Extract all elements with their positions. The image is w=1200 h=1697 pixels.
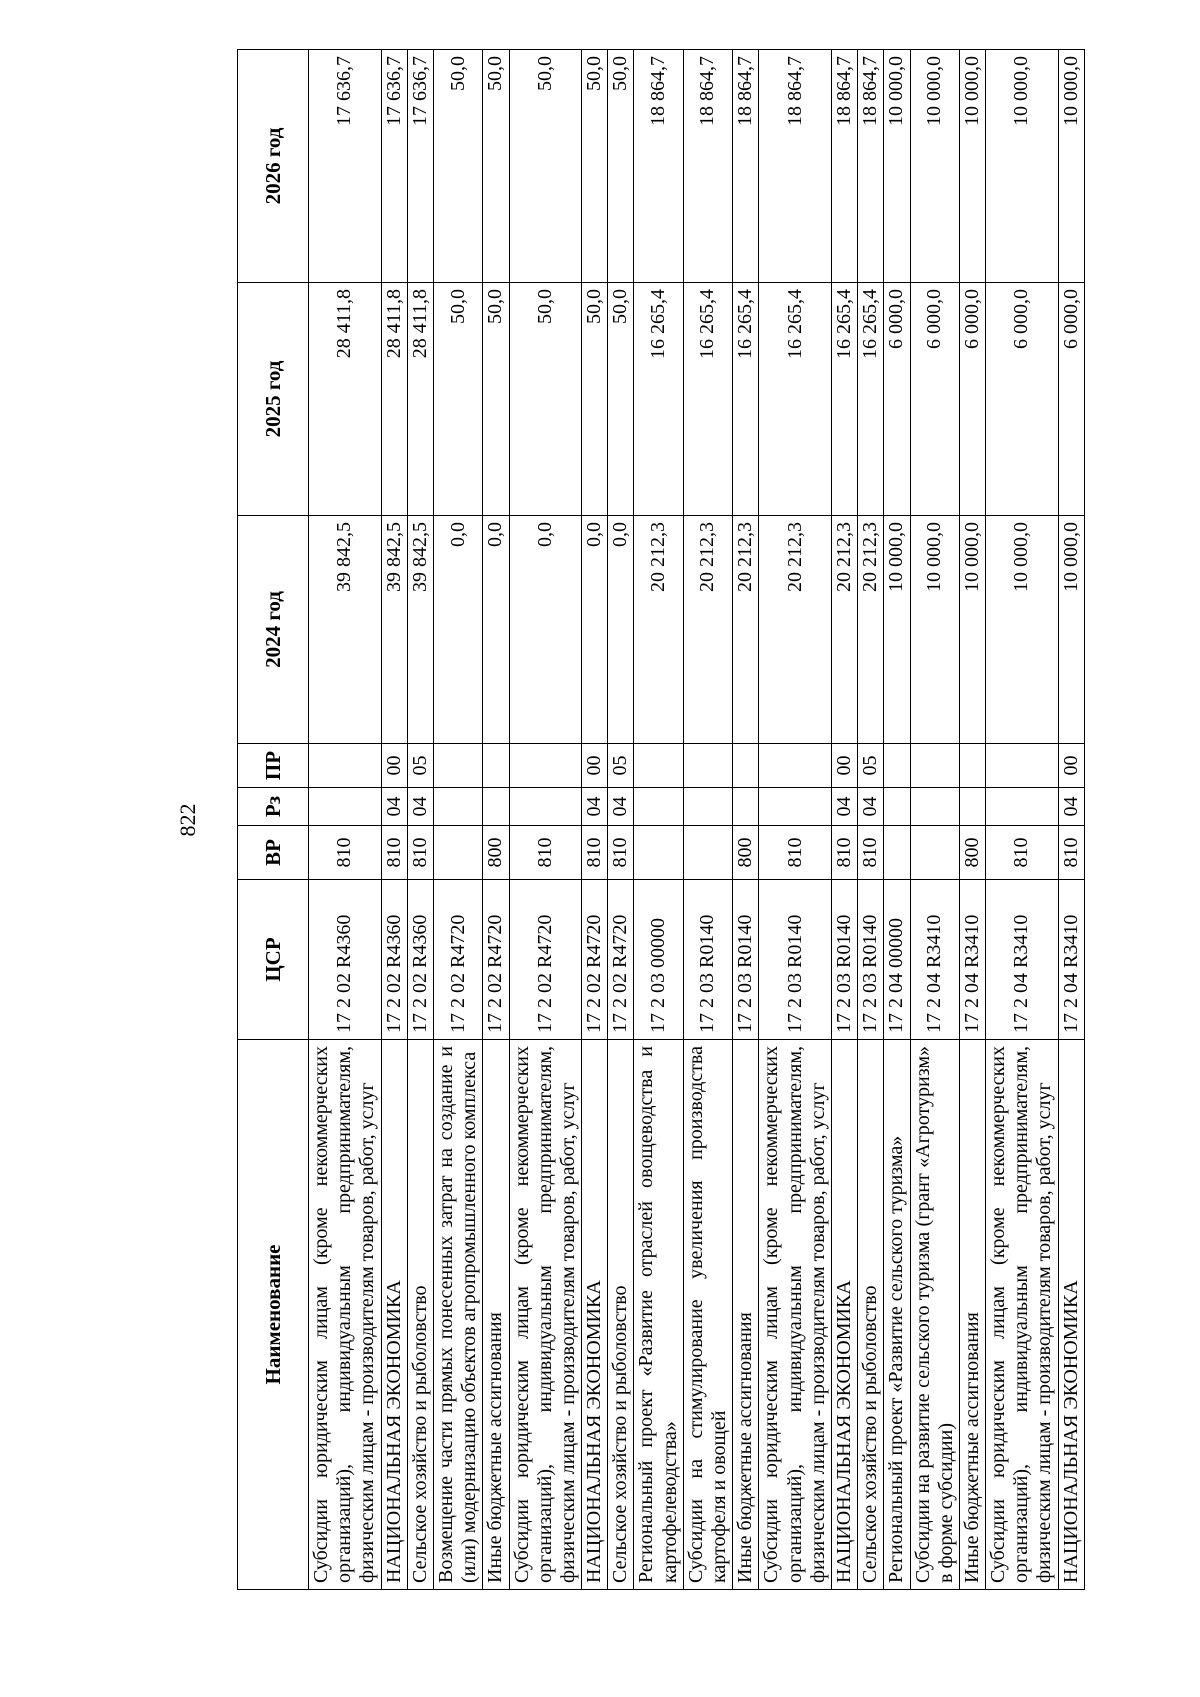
cell-vr: 800: [483, 826, 509, 880]
cell-2024: 20 212,3: [733, 516, 759, 744]
cell-2025: 6 000,0: [910, 283, 959, 516]
cell-2026: 18 864,7: [759, 50, 832, 283]
table-row: [1058, 50, 1084, 1590]
cell-csr: 17 2 03 00000: [634, 880, 683, 1040]
cell-rz: [910, 788, 959, 826]
table-row: [509, 50, 582, 1590]
cell-2026: 50,0: [608, 50, 634, 283]
cell-name: Сельское хозяйство и рыболовство: [407, 1040, 433, 1590]
cell-2025: 50,0: [483, 283, 509, 516]
cell-2024: 39 842,5: [381, 516, 407, 744]
table-row: [733, 50, 759, 1590]
cell-csr: 17 2 04 00000: [884, 880, 910, 1040]
cell-2026: 18 864,7: [683, 50, 732, 283]
cell-vr: 810: [582, 826, 608, 880]
cell-rz: 04: [831, 788, 857, 826]
cell-name: НАЦИОНАЛЬНАЯ ЭКОНОМИКА: [582, 1040, 608, 1590]
cell-2026: 10 000,0: [1058, 50, 1084, 283]
cell-pr: 05: [407, 744, 433, 788]
cell-2025: 6 000,0: [1058, 283, 1084, 516]
cell-vr: 810: [986, 826, 1059, 880]
header-2025: 2025 год: [238, 283, 309, 516]
cell-2025: 50,0: [433, 283, 482, 516]
cell-csr: 17 2 02 R4360: [309, 880, 382, 1040]
cell-pr: [309, 744, 382, 788]
cell-pr: [910, 744, 959, 788]
cell-rz: [683, 788, 732, 826]
cell-2025: 16 265,4: [858, 283, 884, 516]
cell-2024: 20 212,3: [634, 516, 683, 744]
cell-name: НАЦИОНАЛЬНАЯ ЭКОНОМИКА: [381, 1040, 407, 1590]
table-header-row: [238, 50, 309, 1590]
cell-2025: 6 000,0: [959, 283, 985, 516]
cell-pr: [433, 744, 482, 788]
cell-2024: 10 000,0: [986, 516, 1059, 744]
cell-2026: 18 864,7: [733, 50, 759, 283]
cell-vr: 810: [831, 826, 857, 880]
cell-pr: 05: [858, 744, 884, 788]
cell-2026: 18 864,7: [634, 50, 683, 283]
cell-2025: 50,0: [608, 283, 634, 516]
cell-2025: 6 000,0: [884, 283, 910, 516]
table-row: [884, 50, 910, 1590]
cell-2025: 50,0: [509, 283, 582, 516]
table-row: [483, 50, 509, 1590]
cell-pr: 00: [582, 744, 608, 788]
cell-rz: [309, 788, 382, 826]
cell-vr: [634, 826, 683, 880]
cell-vr: [683, 826, 732, 880]
cell-vr: [884, 826, 910, 880]
cell-vr: [433, 826, 482, 880]
cell-vr: 810: [858, 826, 884, 880]
cell-csr: 17 2 02 R4360: [381, 880, 407, 1040]
cell-2026: 50,0: [483, 50, 509, 283]
cell-name: Иные бюджетные ассигнования: [959, 1040, 985, 1590]
cell-name: Иные бюджетные ассигнования: [733, 1040, 759, 1590]
cell-csr: 17 2 02 R4720: [608, 880, 634, 1040]
cell-2025: 16 265,4: [634, 283, 683, 516]
cell-rz: [986, 788, 1059, 826]
cell-csr: 17 2 03 R0140: [683, 880, 732, 1040]
cell-pr: 00: [381, 744, 407, 788]
cell-vr: 810: [759, 826, 832, 880]
budget-table: [237, 49, 1085, 1590]
cell-name: Сельское хозяйство и рыболовство: [608, 1040, 634, 1590]
cell-vr: 810: [608, 826, 634, 880]
cell-2024: 10 000,0: [910, 516, 959, 744]
table-row: [831, 50, 857, 1590]
cell-2024: 20 212,3: [759, 516, 832, 744]
table-row: [582, 50, 608, 1590]
header-rz: Рз: [238, 788, 309, 826]
cell-2026: 10 000,0: [959, 50, 985, 283]
cell-name: Субсидии юридическим лицам (кроме некоммерческих организаций), индивидуальным предпринимателям, физическим лицам - производителям товаров, работ, услуг: [759, 1040, 832, 1590]
cell-2024: 39 842,5: [407, 516, 433, 744]
cell-pr: [884, 744, 910, 788]
cell-csr: 17 2 04 R3410: [959, 880, 985, 1040]
cell-name: НАЦИОНАЛЬНАЯ ЭКОНОМИКА: [1058, 1040, 1084, 1590]
cell-vr: 800: [733, 826, 759, 880]
cell-csr: 17 2 03 R0140: [733, 880, 759, 1040]
cell-pr: 00: [831, 744, 857, 788]
cell-pr: [483, 744, 509, 788]
cell-rz: 04: [582, 788, 608, 826]
cell-pr: [509, 744, 582, 788]
cell-rz: 04: [407, 788, 433, 826]
cell-name: Субсидии на развитие сельского туризма (грант «Агротуризм» в форме субсидии): [910, 1040, 959, 1590]
header-2024: 2024 год: [238, 516, 309, 744]
cell-name: Возмещение части прямых понесенных затрат на создание и (или) модернизацию объектов агропромышленного комплекса: [433, 1040, 482, 1590]
cell-pr: [759, 744, 832, 788]
cell-csr: 17 2 02 R4360: [407, 880, 433, 1040]
table-row: [608, 50, 634, 1590]
rotated-page: [145, 50, 1082, 1590]
header-name: Наименование: [238, 1040, 309, 1590]
cell-2024: 10 000,0: [884, 516, 910, 744]
cell-vr: 810: [509, 826, 582, 880]
cell-pr: [683, 744, 732, 788]
cell-2026: 50,0: [433, 50, 482, 283]
cell-2025: 16 265,4: [831, 283, 857, 516]
cell-csr: 17 2 02 R4720: [483, 880, 509, 1040]
cell-2024: 39 842,5: [309, 516, 382, 744]
cell-name: Иные бюджетные ассигнования: [483, 1040, 509, 1590]
table-row: [381, 50, 407, 1590]
cell-rz: 04: [858, 788, 884, 826]
cell-2025: 28 411,8: [381, 283, 407, 516]
cell-rz: [509, 788, 582, 826]
cell-name: Сельское хозяйство и рыболовство: [858, 1040, 884, 1590]
cell-2025: 16 265,4: [683, 283, 732, 516]
cell-name: Региональный проект «Развитие сельского туризма»: [884, 1040, 910, 1590]
cell-rz: [433, 788, 482, 826]
table-row: [309, 50, 382, 1590]
header-vr: ВР: [238, 826, 309, 880]
cell-2025: 50,0: [582, 283, 608, 516]
cell-2026: 10 000,0: [910, 50, 959, 283]
table-row: [683, 50, 732, 1590]
table-row: [910, 50, 959, 1590]
header-pr: ПР: [238, 744, 309, 788]
cell-vr: [910, 826, 959, 880]
cell-pr: 00: [1058, 744, 1084, 788]
cell-2024: 10 000,0: [1058, 516, 1084, 744]
cell-2026: 50,0: [582, 50, 608, 283]
cell-2024: 20 212,3: [683, 516, 732, 744]
cell-2024: 20 212,3: [858, 516, 884, 744]
cell-name: Субсидии юридическим лицам (кроме некоммерческих организаций), индивидуальным предпринимателям, физическим лицам - производителям товаров, работ, услуг: [986, 1040, 1059, 1590]
header-csr: ЦСР: [238, 880, 309, 1040]
cell-2026: 10 000,0: [986, 50, 1059, 283]
cell-csr: 17 2 04 R3410: [986, 880, 1059, 1040]
cell-2025: 28 411,8: [309, 283, 382, 516]
table-row: [986, 50, 1059, 1590]
cell-2024: 0,0: [509, 516, 582, 744]
cell-rz: 04: [1058, 788, 1084, 826]
cell-2026: 18 864,7: [831, 50, 857, 283]
header-2026: 2026 год: [238, 50, 309, 283]
cell-csr: 17 2 02 R4720: [582, 880, 608, 1040]
cell-2024: 0,0: [433, 516, 482, 744]
cell-2026: 18 864,7: [858, 50, 884, 283]
cell-csr: 17 2 02 R4720: [509, 880, 582, 1040]
cell-name: НАЦИОНАЛЬНАЯ ЭКОНОМИКА: [831, 1040, 857, 1590]
cell-2025: 16 265,4: [733, 283, 759, 516]
cell-csr: 17 2 03 R0140: [759, 880, 832, 1040]
table-row: [433, 50, 482, 1590]
cell-2024: 10 000,0: [959, 516, 985, 744]
table-row: [858, 50, 884, 1590]
cell-pr: [733, 744, 759, 788]
cell-name: Субсидии юридическим лицам (кроме некоммерческих организаций), индивидуальным предпринимателям, физическим лицам - производителям товаров, работ, услуг: [309, 1040, 382, 1590]
cell-2026: 10 000,0: [884, 50, 910, 283]
page-number: 822: [175, 803, 200, 837]
cell-2024: 0,0: [483, 516, 509, 744]
cell-2024: 0,0: [608, 516, 634, 744]
cell-csr: 17 2 04 R3410: [910, 880, 959, 1040]
cell-name: Субсидии юридическим лицам (кроме некоммерческих организаций), индивидуальным предпринимателям, физическим лицам - производителям товаров, работ, услуг: [509, 1040, 582, 1590]
table-row: [407, 50, 433, 1590]
cell-vr: 810: [309, 826, 382, 880]
cell-vr: 810: [407, 826, 433, 880]
cell-csr: 17 2 03 R0140: [831, 880, 857, 1040]
cell-rz: [759, 788, 832, 826]
cell-2026: 50,0: [509, 50, 582, 283]
cell-pr: [959, 744, 985, 788]
cell-rz: 04: [381, 788, 407, 826]
cell-vr: 810: [381, 826, 407, 880]
table-row: [759, 50, 832, 1590]
cell-rz: [884, 788, 910, 826]
cell-2024: 20 212,3: [831, 516, 857, 744]
cell-2025: 16 265,4: [759, 283, 832, 516]
cell-csr: 17 2 03 R0140: [858, 880, 884, 1040]
cell-2025: 6 000,0: [986, 283, 1059, 516]
cell-vr: 800: [959, 826, 985, 880]
cell-2026: 17 636,7: [381, 50, 407, 283]
cell-rz: [733, 788, 759, 826]
cell-name: Региональный проект «Развитие отраслей овощеводства и картофелеводства»: [634, 1040, 683, 1590]
cell-pr: [986, 744, 1059, 788]
cell-2026: 17 636,7: [309, 50, 382, 283]
cell-pr: 05: [608, 744, 634, 788]
table-row: [634, 50, 683, 1590]
table-row: [959, 50, 985, 1590]
table-body: [309, 50, 1085, 1590]
cell-2026: 17 636,7: [407, 50, 433, 283]
cell-vr: 810: [1058, 826, 1084, 880]
cell-rz: [634, 788, 683, 826]
cell-csr: 17 2 02 R4720: [433, 880, 482, 1040]
cell-rz: [959, 788, 985, 826]
cell-name: Субсидии на стимулирование увеличения производства картофеля и овощей: [683, 1040, 732, 1590]
cell-csr: 17 2 04 R3410: [1058, 880, 1084, 1040]
cell-rz: [483, 788, 509, 826]
cell-pr: [634, 744, 683, 788]
cell-rz: 04: [608, 788, 634, 826]
cell-2025: 28 411,8: [407, 283, 433, 516]
cell-2024: 0,0: [582, 516, 608, 744]
